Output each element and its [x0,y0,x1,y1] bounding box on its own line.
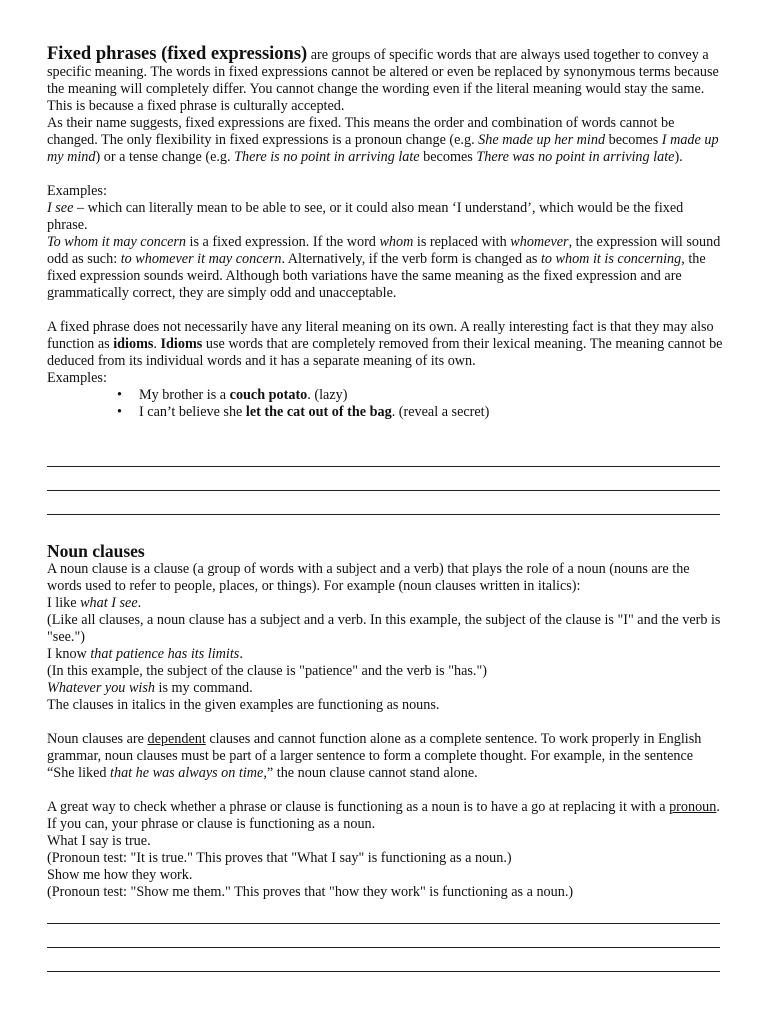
idiom-examples-list [47,387,723,421]
noun-clauses-section [47,541,723,901]
writing-line[interactable] [47,923,720,924]
writing-line[interactable] [47,490,720,491]
writing-line[interactable] [47,947,720,948]
example-i-see: I see – which can literally mean to be able to see, or it could also mean ‘I understand’, which would be the fixed phrase. [47,200,684,233]
fixed-phrases-title: Fixed phrases (fixed expressions) [47,44,308,64]
examples-label-2: Examples: [47,370,107,386]
examples-label: Examples: [47,183,107,199]
fixed-flexibility-paragraph: As their name suggests, fixed expressions are fixed. This means the order and combination of words cannot be changed. The only flexibility in fixed expressions is a pronoun change (e.g. She made up her mind becomes I made up my mind) or a tense change (e.g. There is no point in arriving late becomes There was no point in arriving late). [47,115,719,165]
example-line: Show me how they work. [47,867,193,883]
explanation-line: (Pronoun test: "It is true." This proves that "What I say" is functioning as a noun.) [47,850,512,866]
list-item: • I can’t believe she let the cat out of the bag. (reveal a secret) [139,404,723,421]
noun-clauses-title: Noun clauses [47,541,145,561]
dependent-clauses-paragraph: Noun clauses are dependent clauses and cannot function alone as a complete sentence. To work properly in English grammar, noun clauses must be part of a larger sentence to form a complete thought. For example, in the sentence “She liked that he was always on time,” the noun clause cannot stand alone. [47,731,702,781]
writing-line[interactable] [47,514,720,515]
fixed-phrases-section [47,46,723,421]
explanation-line: (Pronoun test: "Show me them." This proves that "how they work" is functioning as a noun.) [47,884,574,900]
example-line: What I say is true. [47,833,151,849]
writing-lines-1 [47,466,723,515]
pronoun-test-paragraph: A great way to check whether a phrase or clause is functioning as a noun is to have a go at replacing it with a pronoun. If you can, your phrase or clause is functioning as a noun. [47,799,720,832]
explanation-line: (In this example, the subject of the clause is "patience" and the verb is "has.") [47,663,487,679]
writing-line[interactable] [47,466,720,467]
example-line: I like what I see. [47,595,142,611]
noun-intro-paragraph: A noun clause is a clause (a group of words with a subject and a verb) that plays the role of a noun (nouns are the words used to refer to people, places, or things). For example (noun clauses written in italics): [47,561,690,594]
list-item: • My brother is a couch potato. (lazy) [139,387,723,404]
example-line: Whatever you wish is my command. [47,680,253,696]
idioms-paragraph: A fixed phrase does not necessarily have any literal meaning on its own. A really interesting fact is that they may also function as idioms. Idioms use words that are completely removed from their lexical meaning. The meaning cannot be deduced from its individual words and it has a separate meaning of its own. [47,319,723,369]
writing-lines-2 [47,923,723,972]
example-to-whom: To whom it may concern is a fixed expression. If the word whom is replaced with whomever, the expression will sound odd as such: to whomever it may concern. Alternatively, if the verb form is changed as to whom it is concerning, the fixed expression sounds weird. Although both variations have the same meaning as the fixed expression and are grammatically correct, they are simply odd and unacceptable. [47,234,721,301]
explanation-line: The clauses in italics in the given examples are functioning as nouns. [47,697,440,713]
fixed-intro-paragraph: Fixed phrases (fixed expressions) are groups of specific words that are always used together to convey a specific meaning. The words in fixed expressions cannot be altered or even be replaced by synonymous terms because the meaning will completely differ. You cannot change the wording even if the literal meaning would stay the same. This is because a fixed phrase is culturally accepted. [47,44,719,114]
example-line: I know that patience has its limits. [47,646,243,662]
writing-line[interactable] [47,971,720,972]
explanation-line: (Like all clauses, a noun clause has a subject and a verb. In this example, the subject of the clause is "I" and the verb is "see.") [47,612,721,645]
